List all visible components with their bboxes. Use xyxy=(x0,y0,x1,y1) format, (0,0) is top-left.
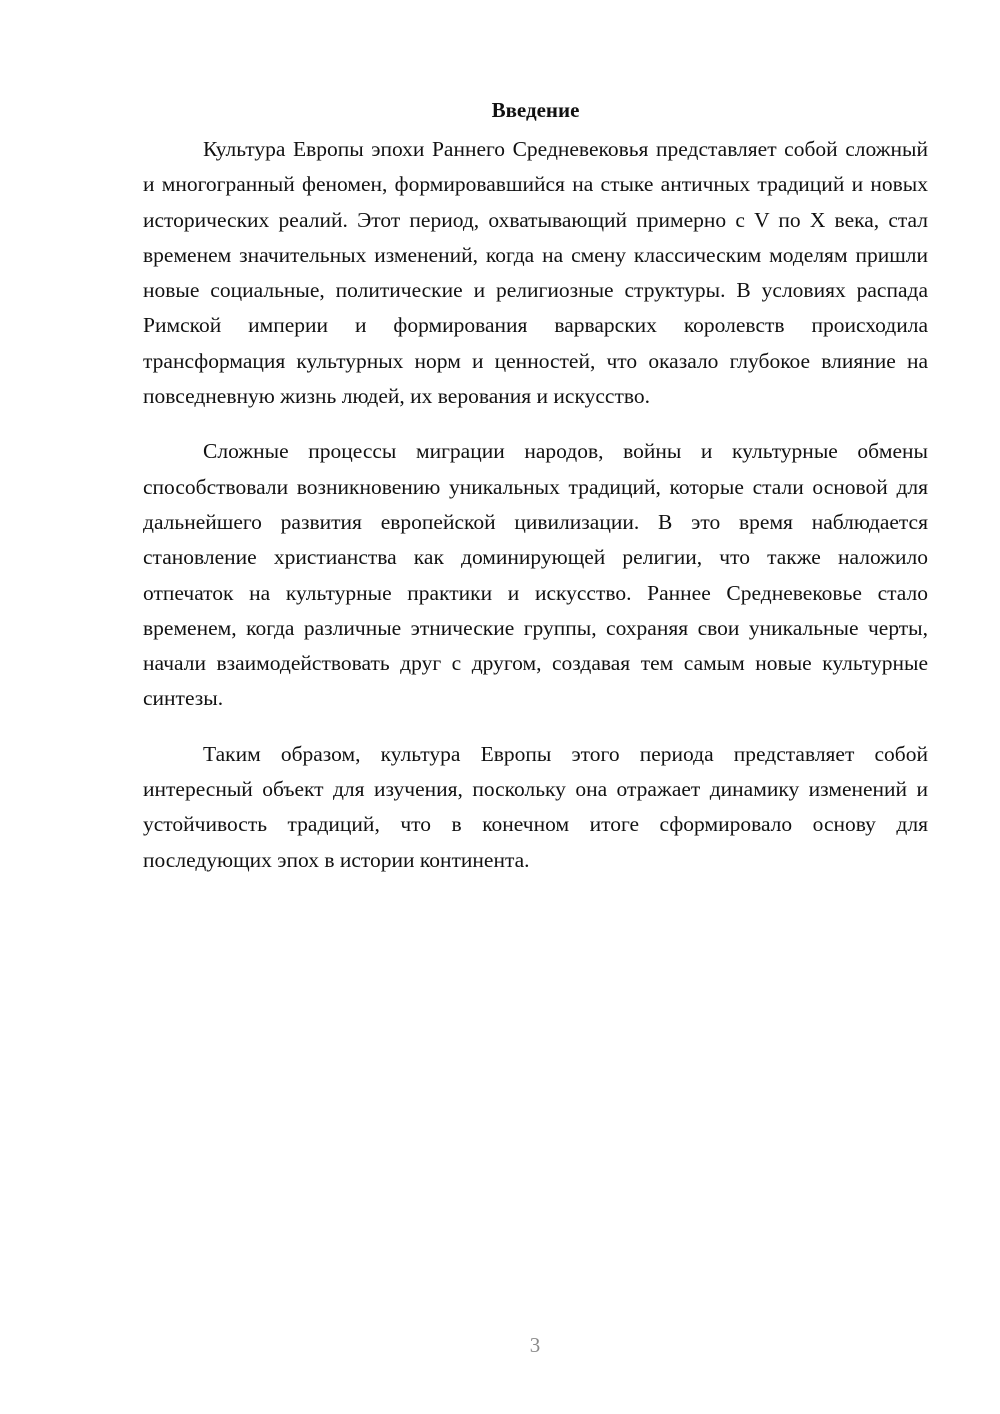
page-content xyxy=(143,92,928,898)
page-number: 3 xyxy=(529,1333,541,1357)
paragraph-3: Таким образом, культура Европы этого периода представляет собой интересный объект для изучения, поскольку она отражает динамику изменений и устойчивость традиций, что в конечном итоге сформировало основу для последующих эпох в истории континента. xyxy=(143,741,928,872)
paragraph-1: Культура Европы эпохи Раннего Средневековья представляет собой сложный и многогранный феномен, формировавшийся на стыке античных традиций и новых исторических реалий. Этот период, охватывающий примерно с V по X века, стал временем значительных изменений, когда на смену классическим моделям пришли новые социальные, политические и религиозные структуры. В условиях распада Римской империи и формирования варварских королевств происходила трансформация культурных норм и ценностей, что оказало глубокое влияние на повседневную жизнь людей, их верования и искусство. xyxy=(143,137,928,409)
section-title: Введение xyxy=(491,98,580,122)
paragraph-2: Сложные процессы миграции народов, войны и культурные обмены способствовали возникновению уникальных традиций, которые стали основой для дальнейшего развития европейской цивилизации. В это время наблюдается становление христианства как доминирующей религии, что также наложило отпечаток на культурные практики и искусство. Раннее Средневековье стало временем, когда различные этнические группы, сохраняя свои уникальные черты, начали взаимодействовать друг с другом, создавая тем самым новые культурные синтезы. xyxy=(143,439,928,711)
